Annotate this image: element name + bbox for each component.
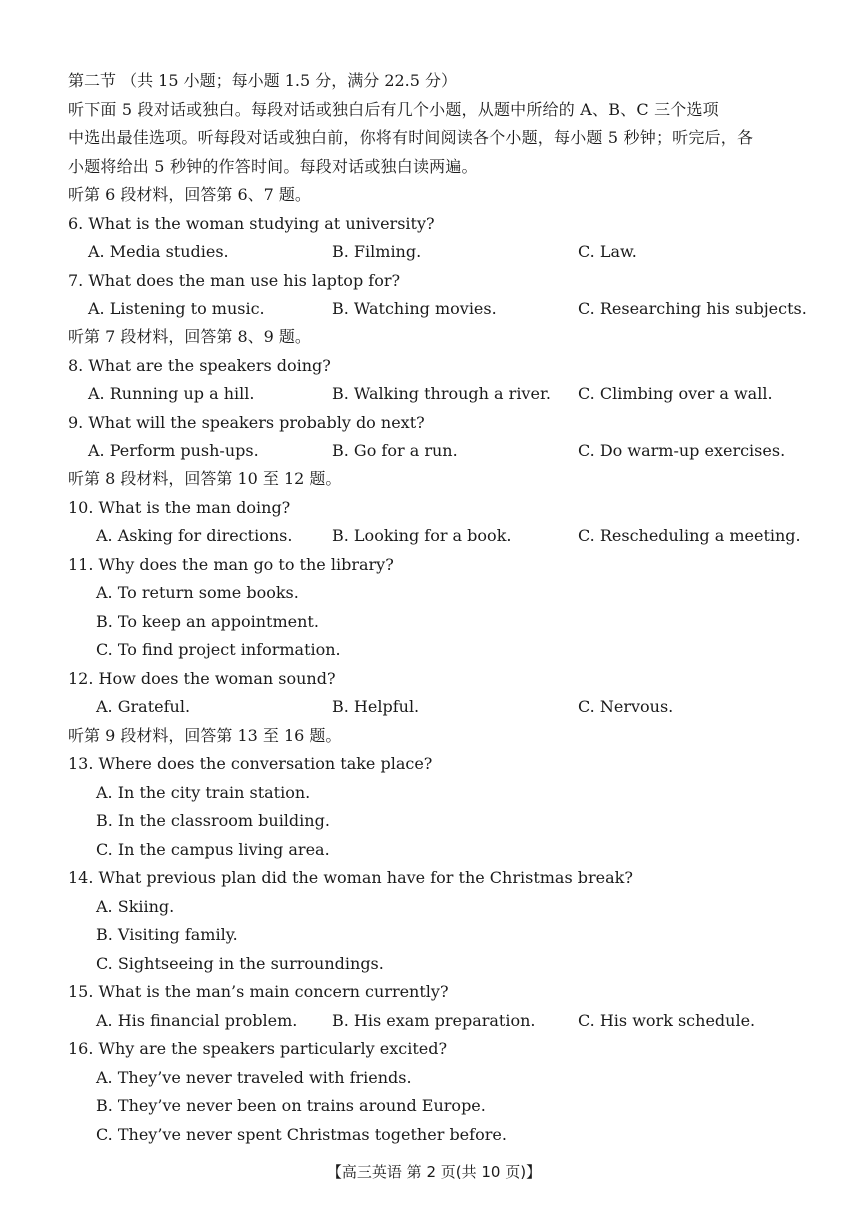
option-a: A. Grateful. [96,697,191,716]
group-label: 听第 9 段材料，回答第 13 至 16 题。 [68,726,342,745]
option-c: C. His work schedule. [578,1011,756,1030]
option-a: A. Listening to music. [88,299,265,318]
instructions-line-3: 小题将给出 5 秒钟的作答时间。每段对话或独白读两遍。 [68,157,478,176]
option-a: A. Asking for directions. [96,526,293,545]
option-c: C. Climbing over a wall. [578,384,773,403]
question-stem: 16. Why are the speakers particularly excited? [68,1039,448,1058]
question-stem: 14. What previous plan did the woman have for the Christmas break? [68,868,633,887]
option-c: C. In the campus living area. [96,840,330,859]
question-stem: 11. Why does the man go to the library? [68,555,394,574]
question-stem: 10. What is the man doing? [68,498,291,517]
option-a: A. They’ve never traveled with friends. [96,1068,412,1087]
option-b: B. His exam preparation. [332,1011,536,1030]
option-b: B. Walking through a river. [332,384,551,403]
option-c: C. Rescheduling a meeting. [578,526,801,545]
question-stem: 8. What are the speakers doing? [68,356,331,375]
question-stem: 9. What will the speakers probably do next? [68,413,425,432]
question-stem: 7. What does the man use his laptop for? [68,271,401,290]
option-c: C. Do warm-up exercises. [578,441,786,460]
group-label: 听第 6 段材料，回答第 6、7 题。 [68,185,311,204]
question-stem: 13. Where does the conversation take place? [68,754,433,773]
group-label: 听第 8 段材料，回答第 10 至 12 题。 [68,469,342,488]
option-c: C. Researching his subjects. [578,299,807,318]
option-a: A. His financial problem. [96,1011,298,1030]
option-c: C. They’ve never spent Christmas together before. [96,1125,507,1144]
question-stem: 6. What is the woman studying at university? [68,214,435,233]
option-c: C. Nervous. [578,697,674,716]
question-stem: 15. What is the man’s main concern currently? [68,982,449,1001]
option-b: B. Helpful. [332,697,420,716]
option-b: B. Watching movies. [332,299,497,318]
option-c: C. Sightseeing in the surroundings. [96,954,384,973]
option-a: A. In the city train station. [96,783,311,802]
option-a: A. Media studies. [88,242,229,261]
page-footer: 【高三英语 第 2 页(共 10 页)】 [326,1163,542,1181]
option-b: B. To keep an appointment. [96,612,319,631]
instructions-line-1: 听下面 5 段对话或独白。每段对话或独白后有几个小题，从题中所给的 A、B、C 三个选项 [68,100,719,119]
group-label: 听第 7 段材料，回答第 8、9 题。 [68,327,311,346]
section-title: 第二节 （共 15 小题；每小题 1.5 分，满分 22.5 分） [68,71,458,90]
option-a: A. Perform push-ups. [88,441,259,460]
question-stem: 12. How does the woman sound? [68,669,336,688]
instructions-line-2: 中选出最佳选项。听每段对话或独白前，你将有时间阅读各个小题，每小题 5 秒钟；听完后，各 [68,128,754,147]
option-b: B. Visiting family. [96,925,238,944]
option-b: B. They’ve never been on trains around Europe. [96,1096,486,1115]
option-c: C. Law. [578,242,637,261]
option-b: B. Filming. [332,242,422,261]
option-b: B. In the classroom building. [96,811,330,830]
option-a: A. Skiing. [96,897,175,916]
option-a: A. Running up a hill. [88,384,255,403]
option-a: A. To return some books. [96,583,299,602]
option-b: B. Go for a run. [332,441,458,460]
option-c: C. To find project information. [96,640,341,659]
option-b: B. Looking for a book. [332,526,512,545]
